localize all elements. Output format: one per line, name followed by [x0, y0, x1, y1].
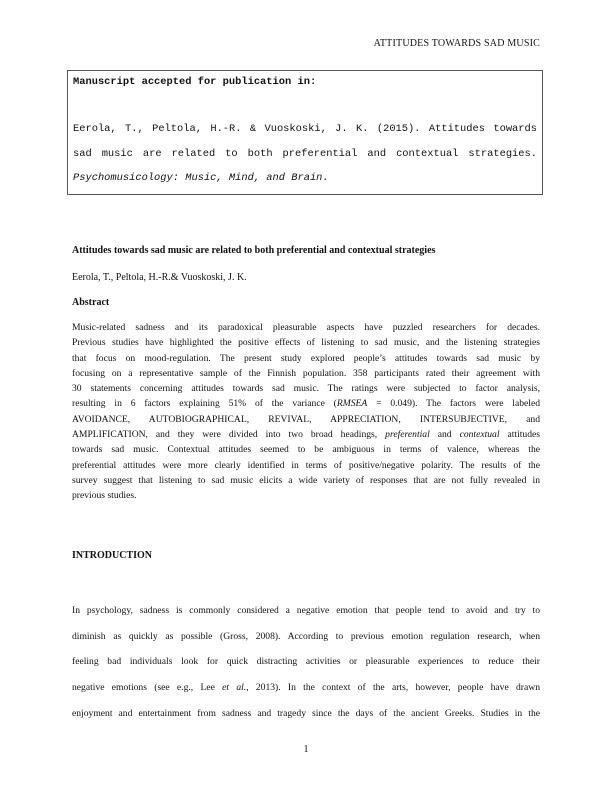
manuscript-citation	[73, 117, 537, 191]
et-al-term: et al.	[222, 682, 247, 694]
abstract-body	[72, 320, 540, 504]
rmsea-term: RMSEA	[336, 398, 368, 410]
manuscript-notice-title: Manuscript accepted for publication in:	[73, 76, 317, 88]
citation-journal: Psychomusicology: Music, Mind, and Brain.	[73, 172, 329, 184]
paper-title: Attitudes towards sad music are related to both preferential and contextual strategies	[72, 245, 436, 256]
intro-line: diminish as quickly as possible (Gross, 2008). According to previous emotion regulation research, when	[72, 630, 540, 642]
abstract-line: preferential attitudes were more clearly identified in terms of positive/negative polarity. The results of the	[72, 459, 540, 471]
intro-line: In psychology, sadness is commonly considered a negative emotion that people tend to avoid and try to	[72, 605, 540, 616]
abstract-line: that focus on mood-regulation. The present study explored people’s attitudes towards sad music by	[72, 352, 540, 364]
citation-line: sad music are related to both preferential and contextual strategies.	[73, 147, 537, 160]
abstract-line: towards sad music. Contextual attitudes seemed to be ambiguous in terms of valence, whereas the	[72, 444, 540, 456]
abstract-line: AVOIDANCE, AUTOBIOGRAPHICAL, REVIVAL, APPRECIATION, INTERSUBJECTIVE, and	[72, 413, 540, 425]
abstract-text: = 0.049). The factors were labeled	[367, 398, 540, 410]
abstract-line: survey suggest that listening to sad music elicits a wide variety of responses that are not fully revealed in	[72, 474, 540, 486]
running-head: ATTITUDES TOWARDS SAD MUSIC	[373, 38, 540, 49]
abstract-text: and	[429, 429, 460, 441]
manuscript-notice-box	[67, 70, 543, 195]
introduction-heading: INTRODUCTION	[72, 550, 153, 561]
abstract-text: resulting in 6 factors explaining 51% of the variance (	[72, 398, 337, 410]
abstract-text: attitudes	[499, 429, 541, 441]
abstract-line: Previous studies have highlighted the positive effects of listening to sad music, and the listening strategies	[72, 337, 540, 349]
abstract-line	[72, 396, 540, 411]
introduction-body	[72, 598, 540, 727]
contextual-term: contextual	[459, 429, 500, 441]
author-list: Eerola, T., Peltola, H.-R.& Vuoskoski, J. K.	[72, 272, 247, 283]
abstract-text: AMPLIFICATION, and they were divided into two broad headings,	[72, 429, 386, 441]
abstract-heading: Abstract	[72, 297, 110, 308]
intro-text: negative emotions (see e.g., Lee	[72, 682, 223, 694]
abstract-line: 30 statements concerning attitudes towards sad music. The ratings were subjected to factor analysis,	[72, 383, 540, 395]
abstract-line: Music-related sadness and its paradoxical pleasurable aspects have puzzled researchers for decades.	[72, 322, 540, 333]
page-number: 1	[303, 744, 309, 755]
abstract-line: previous studies.	[72, 490, 137, 502]
intro-line: feeling bad individuals look for quick distracting activities or pleasurable experiences to reduce their	[72, 656, 540, 668]
intro-line: enjoyment and entertainment from sadness and tragedy since the days of the ancient Greeks. Studies in the	[72, 707, 540, 719]
intro-line	[72, 675, 540, 701]
abstract-line	[72, 427, 540, 442]
citation-line: Eerola, T., Peltola, H.-R. & Vuoskoski, J. K. (2015). Attitudes towards	[73, 123, 537, 135]
preferential-term: preferential	[385, 429, 430, 441]
intro-text: , 2013). In the context of the arts, however, people have drawn	[246, 682, 540, 694]
abstract-line: focusing on a representative sample of the Finnish population. 358 participants rated their agreement with	[72, 367, 540, 379]
